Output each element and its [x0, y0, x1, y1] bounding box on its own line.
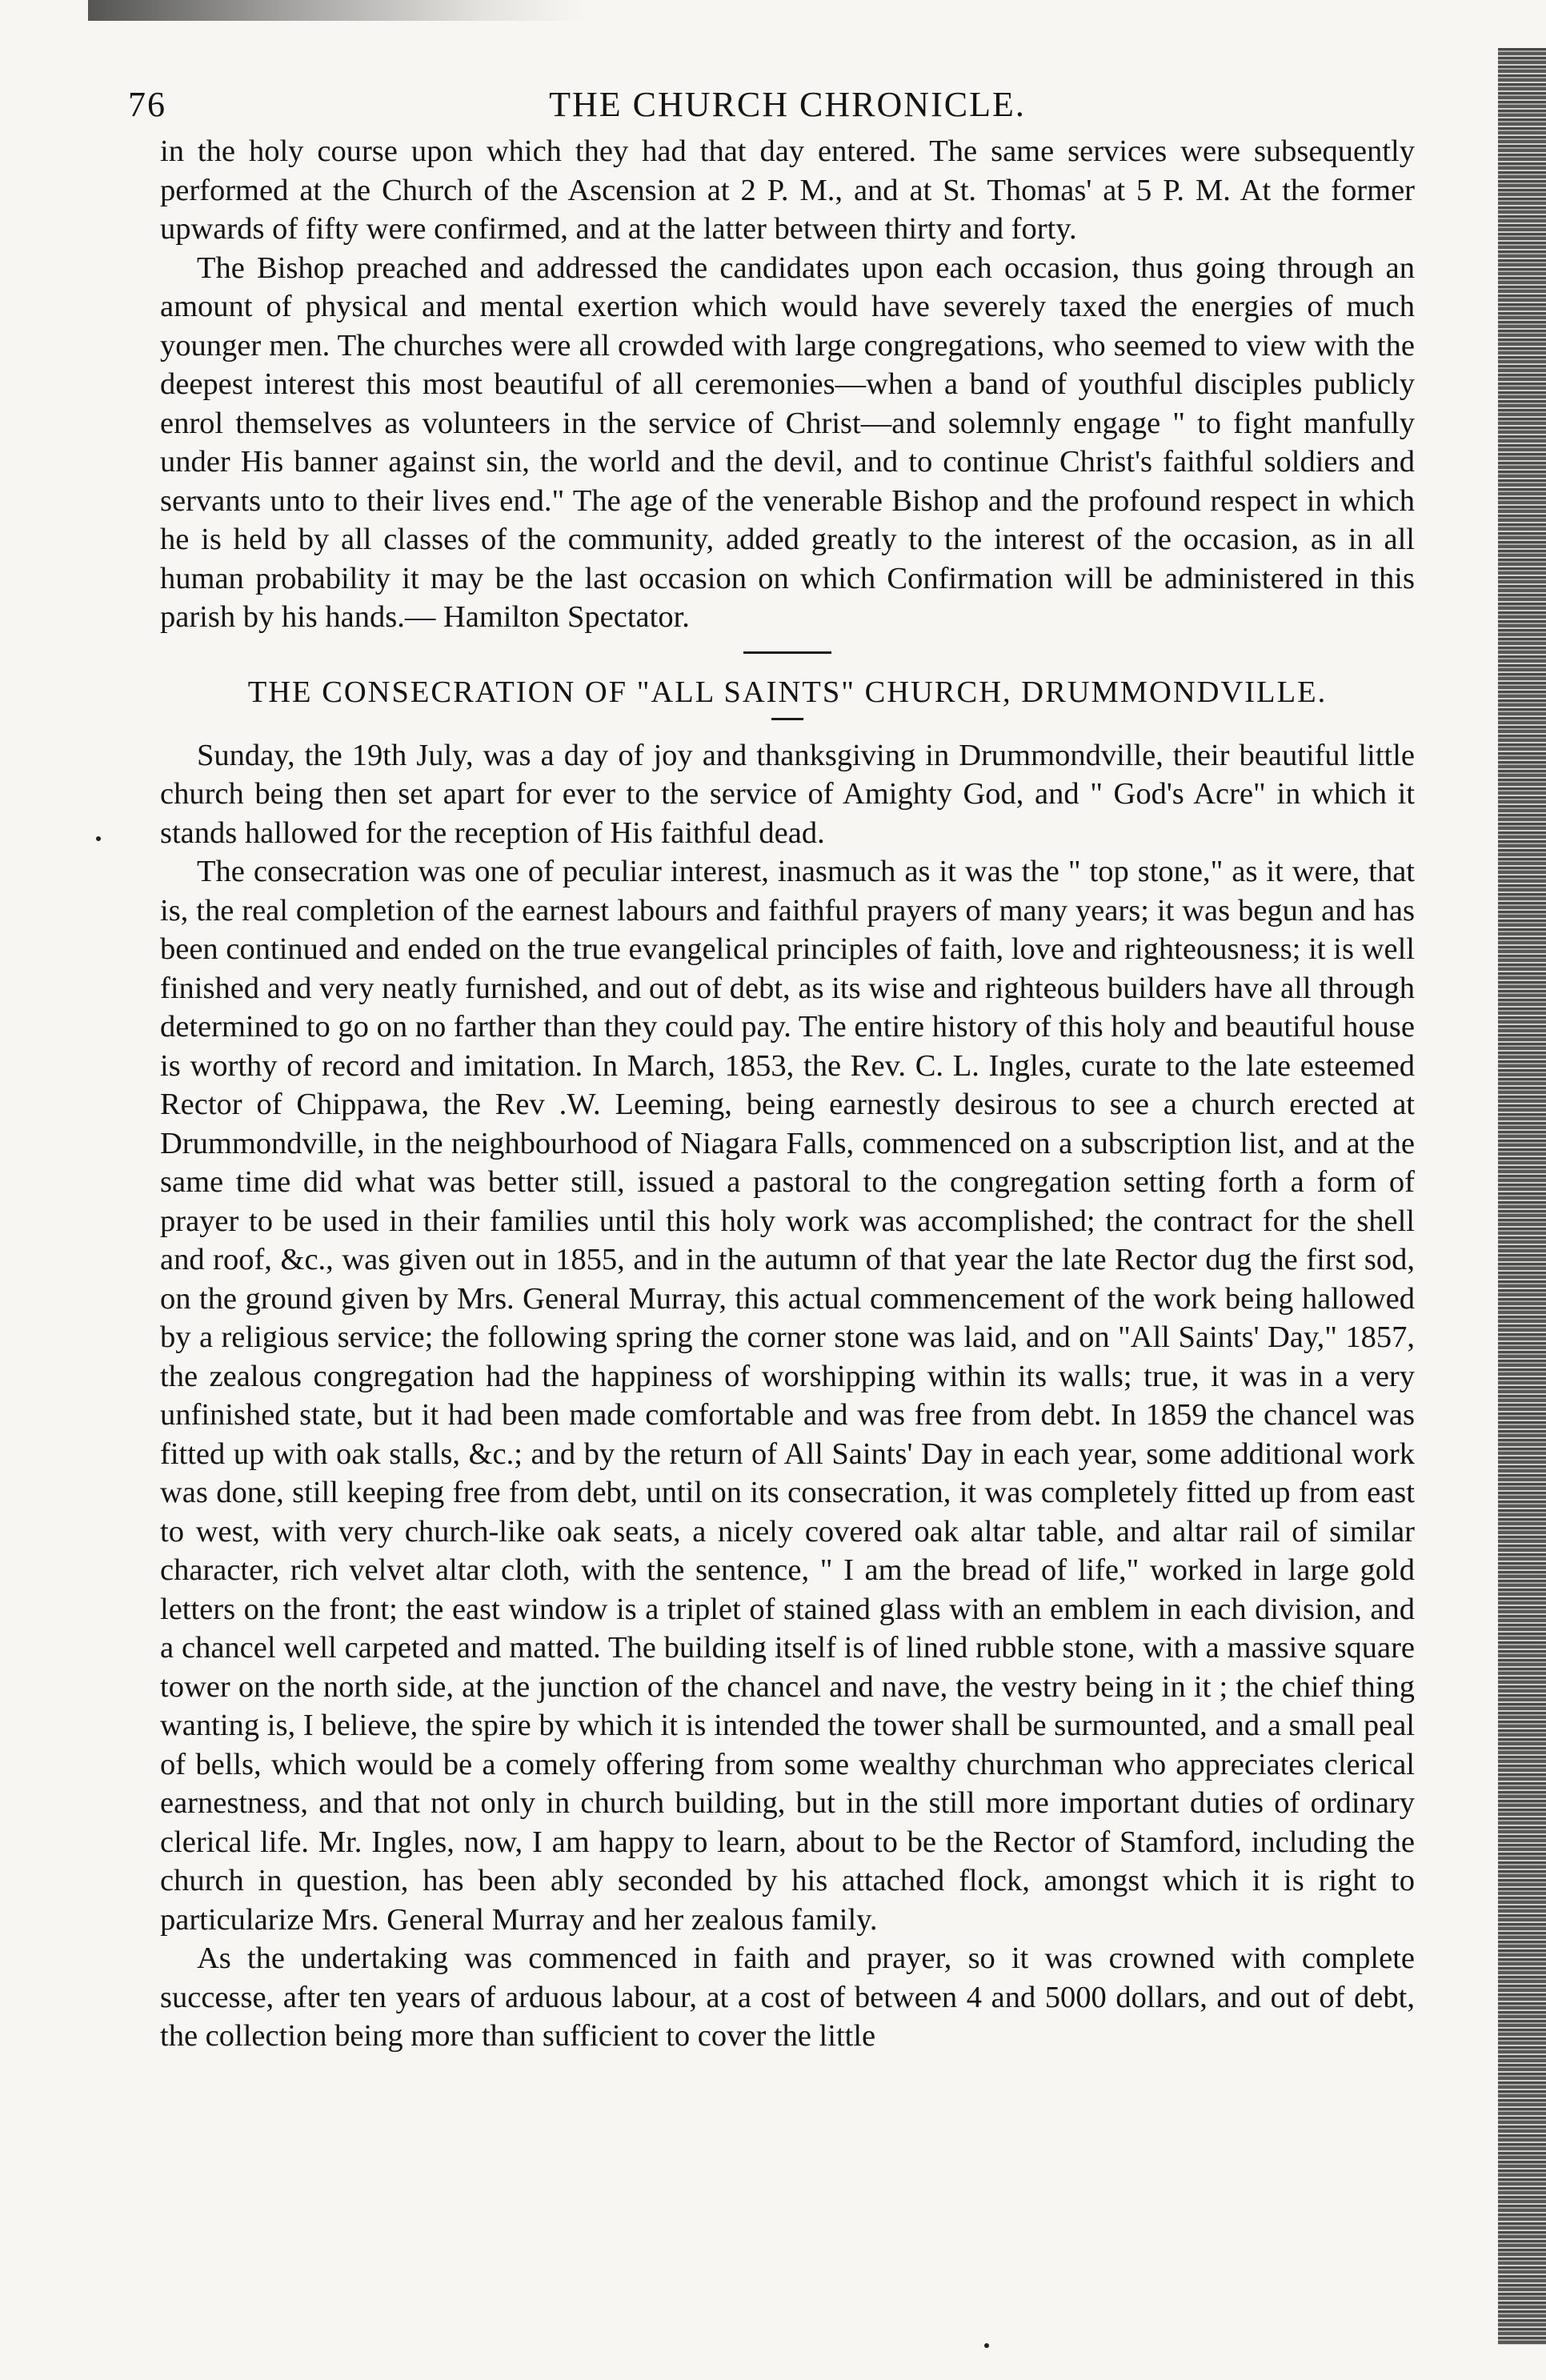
- paragraph-undertaking: As the undertaking was commenced in faith and prayer, so it was crowned with complete successe, after ten years of arduous labour, at a cost of between 4 and 5000 dollars, and out of debt, the collection being more than sufficient to cover the little: [160, 1941, 1415, 2053]
- paragraph-continuation: in the holy course upon which they had that day entered. The same services were subsequently performed at the Church of the Ascension at 2 P. M., and at St. Thomas' at 5 P. M. At the former upwards of fifty were confirmed, and at the latter between thirty and forty.: [160, 134, 1415, 246]
- page-header: [128, 84, 1415, 132]
- paragraph-sunday: Sunday, the 19th July, was a day of joy and thanksgiving in Drummondville, their beautiful little church being then set apart for ever to the service of Amighty God, and " God's Acre" in which it stands hallowed for the reception of His faithful dead.: [160, 738, 1415, 850]
- section-divider: [743, 651, 831, 654]
- paragraph-consecration: The consecration was one of peculiar interest, inasmuch as it was the " top stone," as it were, that is, the real completion of the earnest labours and faithful prayers of many years; it was begun and has been continued and ended on the true evangelical principles of faith, love and righteousness; it is well finished and very neatly furnished, and out of debt, as its wise and righteous builders have all through determined to go on no farther than they could pay. The entire history of this holy and beautiful house is worthy of record and imitation. In March, 1853, the Rev. C. L. Ingles, curate to the late esteemed Rector of Chippawa, the Rev .W. Leeming, being earnestly desirous to see a church erected at Drummondville, in the neighbourhood of Niagara Falls, commenced on a subscription list, and at the same time did what was better still, issued a pastoral to the congregation setting forth a form of prayer to be used in their families until this holy work was accomplished; the contract for the shell and roof, &c., was given out in 1855, and in the autumn of that year the late Rector dug the first sod, on the ground given by Mrs. General Murray, this actual commencement of the work being hallowed by a religious service; the following spring the corner stone was laid, and on "All Saints' Day," 1857, the zealous congregation had the happiness of worshipping within its walls; true, it was in a very unfinished state, but it had been made comfortable and was free from debt. In 1859 the chancel was fitted up with oak stalls, &c.; and by the return of All Saints' Day in each year, some additional work was done, still keeping free from debt, until on its consecration, it was completely fitted up from east to west, with very church-like oak seats, a nicely covered oak altar table, and altar rail of similar character, rich velvet altar cloth, with the sentence, " I am the bread of life," worked in large gold letters on the front; the east window is a triplet of stained glass with an emblem in each division, and a chancel well carpeted and matted. The building itself is of lined rubble stone, with a massive square tower on the north side, at the junction of the chancel and nave, the vestry being in it ; the chief thing wanting is, I believe, the spire by which it is intended the tower shall be surmounted, and a small peal of bells, which would be a comely offering from some wealthy churchman who appreciates clerical earnestness, and that not only in church building, but in the still more important duties of ordinary clerical life. Mr. Ingles, now, I am happy to learn, about to be the Rector of Stamford, including the church in question, has been ably seconded by his attached flock, amongst which it is right to particularize Mrs. General Murray and her zealous family.: [160, 855, 1415, 1937]
- print-speck: [96, 836, 101, 841]
- document-page: [128, 84, 1415, 2056]
- running-title: THE CHURCH CHRONICLE.: [549, 85, 1026, 124]
- print-speck: [984, 2343, 989, 2348]
- section-heading: THE CONSECRATION OF "ALL SAINTS" CHURCH, DRUMMONDVILLE.: [247, 675, 1328, 709]
- paragraph-bishop: The Bishop preached and addressed the candidates upon each occasion, thus going through an amount of physical and mental exertion which would have severely taxed the energies of much younger men. The churches were all crowded with large congregations, who seemed to view with the deepest interest this most beautiful of all ceremonies—when a band of youthful disciples publicly enrol themselves as volunteers in the service of Christ—and solemnly engage " to fight manfully under His banner against sin, the world and the devil, and to continue Christ's faithful soldiers and servants unto to their lives end." The age of the venerable Bishop and the profound respect in which he is held by all classes of the community, added greatly to the interest of the occasion, as in all human probability it may be the last occasion on which Confirmation will be administered in this parish by his hands.— Hamilton Spectator.: [160, 250, 1415, 634]
- scan-edge-smudge: [88, 0, 584, 21]
- heading-divider: [771, 718, 803, 720]
- scan-page-edge: [1498, 48, 1546, 2345]
- page-number: 76: [128, 85, 166, 124]
